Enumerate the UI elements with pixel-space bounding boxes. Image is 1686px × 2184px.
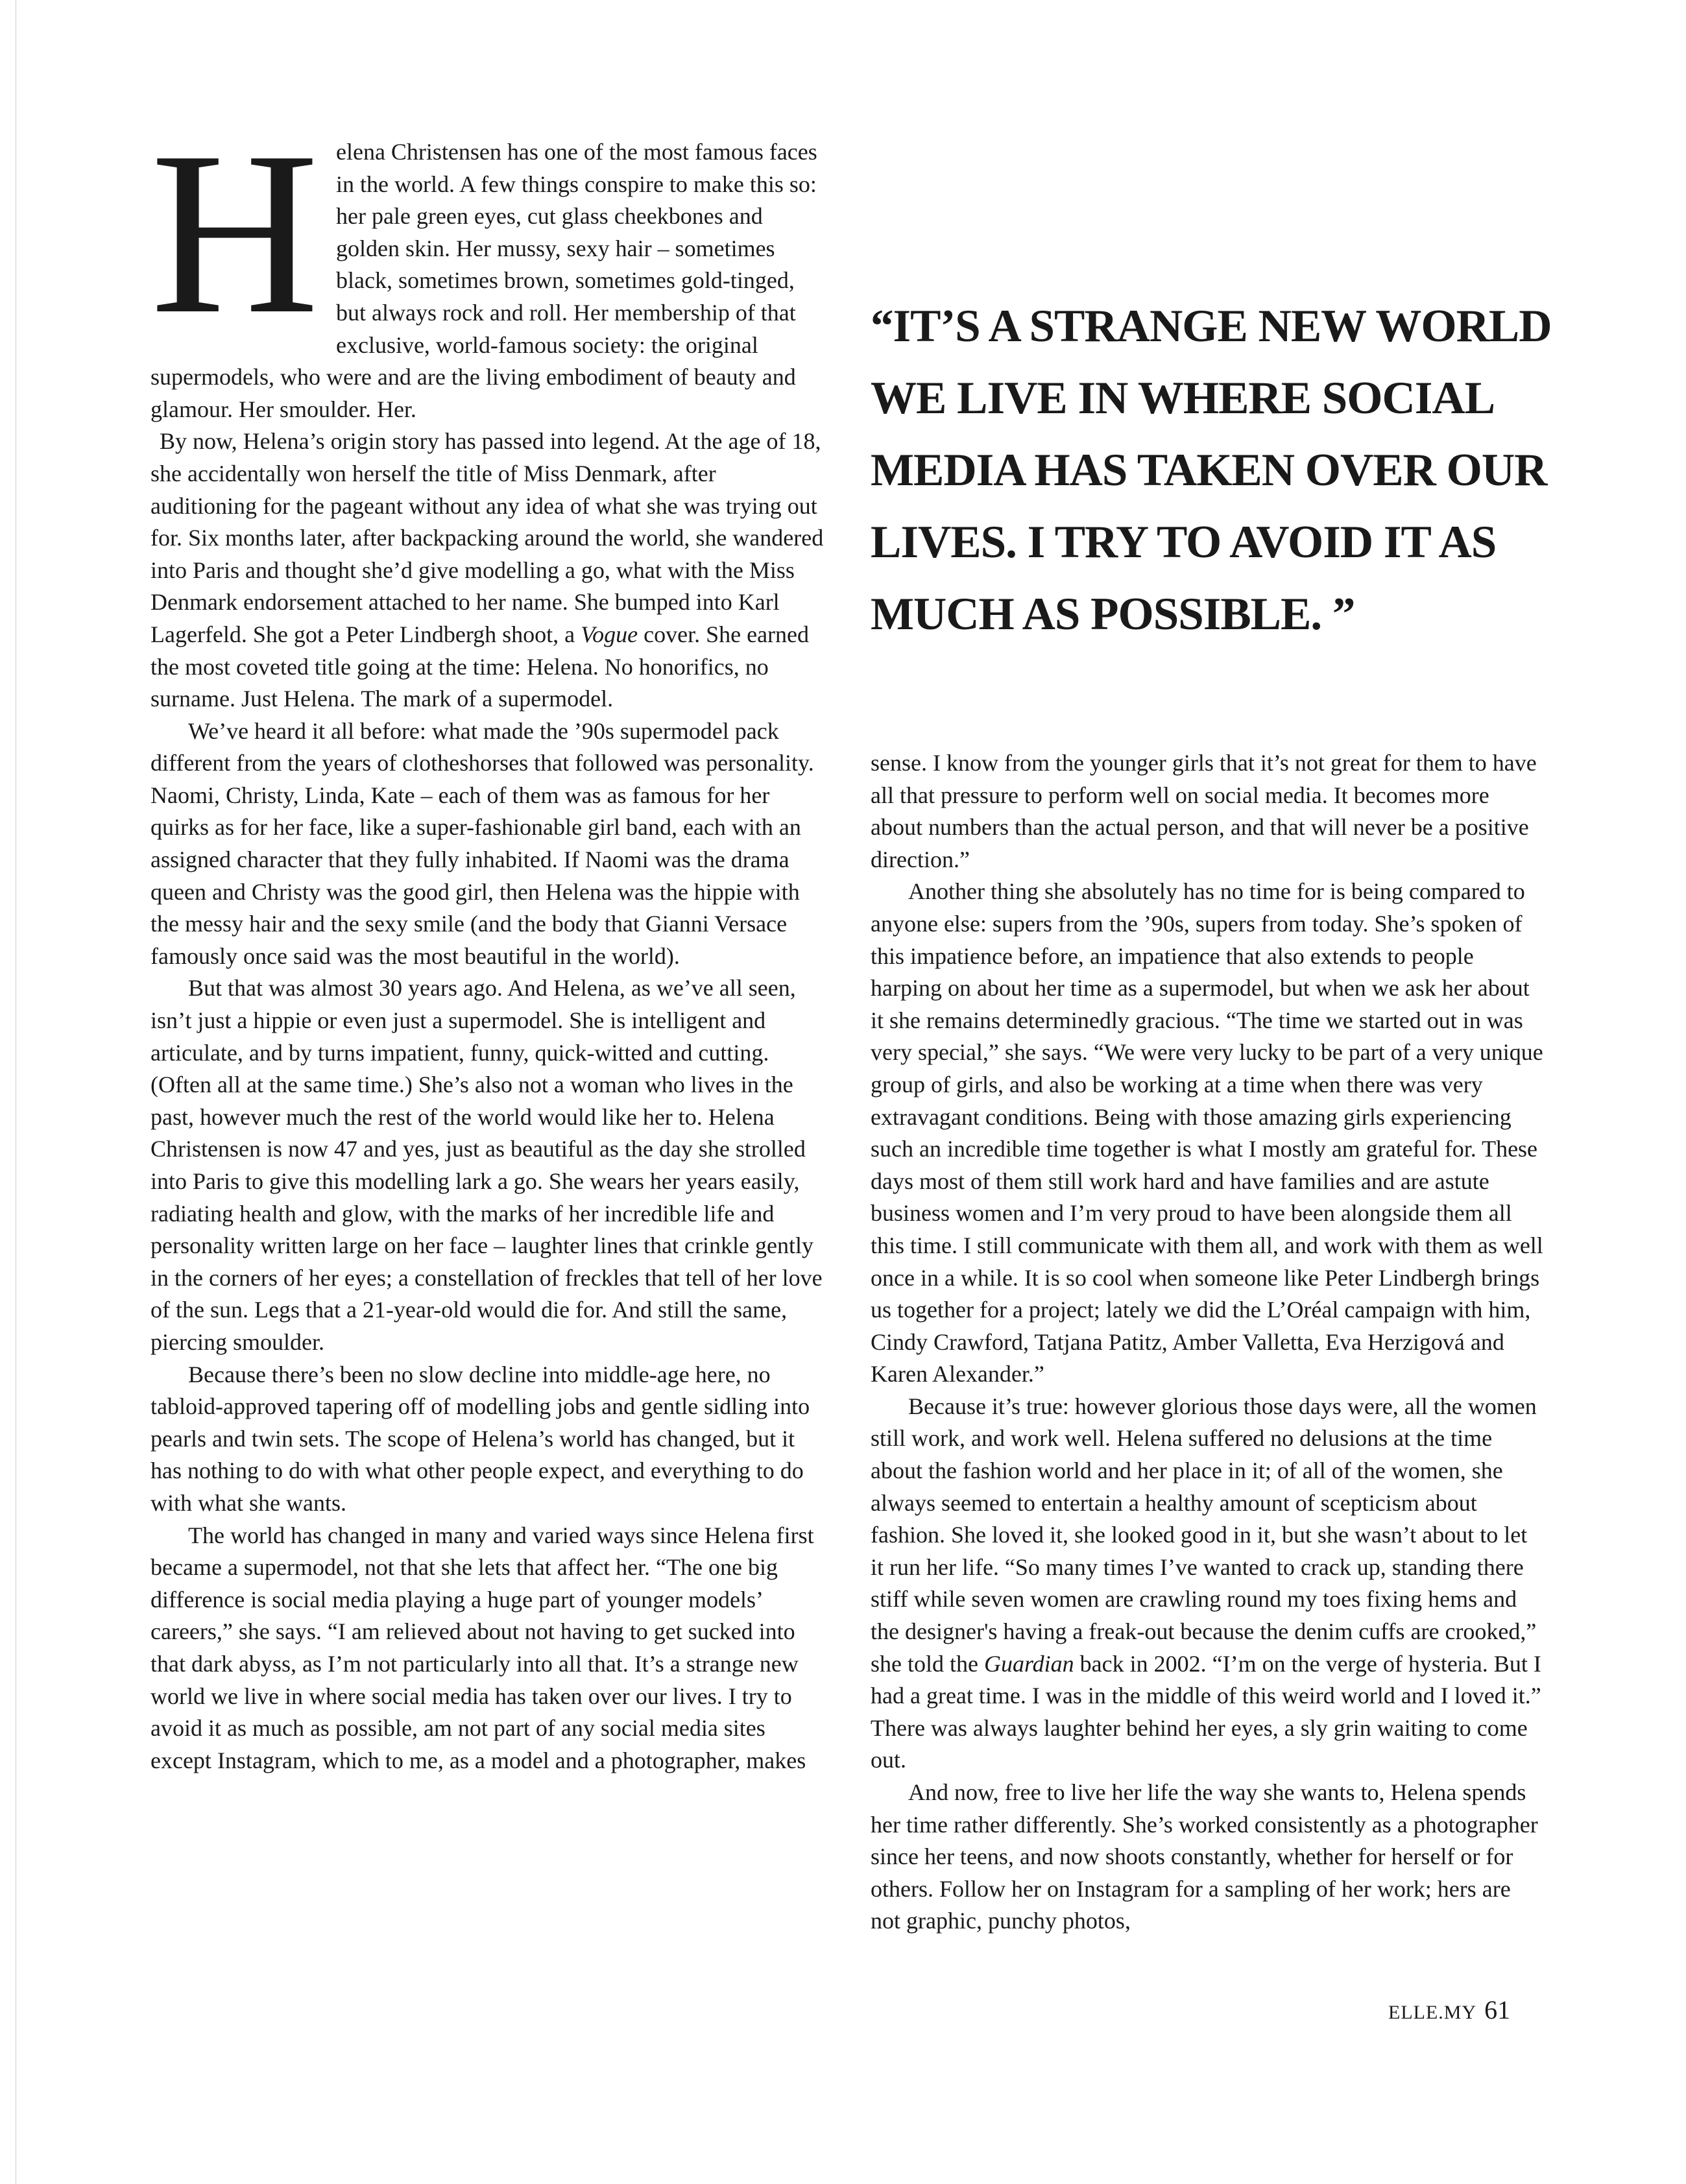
newspaper-title-guardian: Guardian xyxy=(983,1650,1074,1677)
magazine-brand: ELLE.MY xyxy=(1388,2002,1477,2023)
paragraph-4: But that was almost 30 years ago. And Helena, as we’ve all seen, isn’t just a hippie or even just a supermodel. She is intelligent and articulate, and by turns impatient, funny, quick-witted and cutting. (Often all at the same time.) She’s also not a woman who lives in the past, however much the rest of the world would like her to. Helena Christensen is now 47 and yes, just as beautiful as the day she strolled into Paris to give this modelling lark a go. She wears her years easily, radiating health and glow, with the marks of her incredible life and personality written large on her face – laughter lines that crinkle gently in the corners of her eyes; a constellation of freckles that tell of her love of the sun. Legs that a 21-year-old would die for. And still the same, piercing smoulder. xyxy=(151,975,823,1355)
paragraph-7: sense. I know from the younger girls that it’s not great for them to have all that pressure to perform well on social media. It becomes more about numbers than the actual person, and that will never be a positive direction.” xyxy=(871,750,1537,872)
paragraph-9: Because it’s true: however glorious those days were, all the women still work, and work well. Helena suffered no delusions at the time about the fashion world and her place in it; of all of the women, she always seemed to entertain a healthy amount of scepticism about fashion. She loved it, she looked good in it, but she wasn’t about to let it run her life. “So many times I’ve wanted to crack up, standing there stiff while seven women are crawling round my toes fixing hems and the designer's having a freak-out because the denim cuffs are crooked,” she told the Guardian back in 2002. “I’m on the verge of hysteria. But I had a great time. I was in the middle of this weird world and I loved it.” There was always laughter behind her eyes, a sly grin waiting to come out. xyxy=(871,1393,1541,1773)
opening-paragraph xyxy=(151,103,826,426)
paragraph-1: elena Christensen has one of the most famous faces in the world. A few things conspire to make this so: her pale green eyes, cut glass cheekbones and golden skin. Her mussy, sexy hair – sometimes black, sometimes brown, sometimes gold-tinged, but always rock and roll. Her membership of that exclusive, world-famous society: the original supermodels, who were and are the living embodiment of beauty and glamour. Her smoulder. Her. xyxy=(151,139,817,422)
page-folio xyxy=(1388,1995,1510,2025)
page-number: 61 xyxy=(1484,1995,1511,2024)
paragraph-5: Because there’s been no slow decline into middle-age here, no tabloid-approved tapering off of modelling jobs and gentle sidling into pearls and twin sets. The scope of Helena’s world has changed, but it has nothing to do with what other people expect, and everything to do with what she wants. xyxy=(151,1361,810,1516)
paragraph-3: We’ve heard it all before: what made the ’90s supermodel pack different from the years of clotheshorses that followed was personality. Naomi, Christy, Linda, Kate – each of them was as famous for her quirks as for her face, like a super-fashionable girl band, each with an assigned character that they fully inhabited. If Naomi was the drama queen and Christy was the good girl, then Helena was the hippie with the messy hair and the sexy smile (and the body that Gianni Versace famously once said was the most beautiful in the world). xyxy=(151,717,814,969)
paragraph-10: And now, free to live her life the way she wants to, Helena spends her time rather differently. She’s worked consistently as a photographer since her teens, and now shoots constantly, whether for herself or for others. Follow her on Instagram for a sampling of her work; hers are not graphic, punchy photos, xyxy=(871,1779,1538,1934)
left-column xyxy=(151,103,826,1777)
paragraph-8: Another thing she absolutely has no time for is being compared to anyone else: supers from the ’90s, supers from today. She’s spoken of this impatience before, an impatience that also extends to people harping on about her time as a supermodel, but when we ask her about it she remains determinedly gracious. “The time we started out in was very special,” she says. “We were very lucky to be part of a very unique group of girls, and also be working at a time when there was very extravagant conditions. Being with those amazing girls experiencing such an incredible time together is what I mostly am grateful for. These days most of them still work hard and have families and are astute business women and I’m very proud to have been alongside them all this time. I still communicate with them all, and work with them as well once in a while. It is so cool when someone like Peter Lindbergh brings us together for a project; lately we did the L’Oréal campaign with him, Cindy Crawford, Tatjana Patitz, Amber Valletta, Eva Herzigová and Karen Alexander.” xyxy=(871,878,1543,1387)
paragraph-2: By now, Helena’s origin story has passed into legend. At the age of 18, she accidentally won herself the title of Miss Denmark, after auditioning for the pageant without any idea of what she was trying out for. Six months later, after backpacking around the world, she wandered into Paris and thought she’d give modelling a go, what with the Miss Denmark endorsement attached to her name. She bumped into Karl Lagerfeld. She got a Peter Lindbergh shoot, a Vogue cover. She earned the most coveted title going at the time: Helena. No honorifics, no surname. Just Helena. The mark of a supermodel. xyxy=(151,428,824,712)
magazine-title-vogue: Vogue xyxy=(581,621,638,647)
right-column xyxy=(871,747,1545,1938)
drop-cap: H xyxy=(151,103,319,362)
paragraph-6: The world has changed in many and varied ways since Helena first became a supermodel, not that she lets that affect her. “The one big difference is social media playing a huge part of younger models’ careers,” she says. “I am relieved about not having to get sucked into that dark abyss, as I’m not particularly into all that. It’s a strange new world we live in where social media has taken over our lives. I try to avoid it as much as possible, am not part of any social media sites except Instagram, which to me, as a model and a photographer, makes xyxy=(151,1522,814,1773)
pull-quote: “IT’S A STRANGE NEW WORLD WE LIVE IN WHERE SOCIAL MEDIA HAS TAKEN OVER OUR LIVES. I TRY TO AVOID IT AS MUCH AS POSSIBLE. ” xyxy=(871,301,1552,640)
